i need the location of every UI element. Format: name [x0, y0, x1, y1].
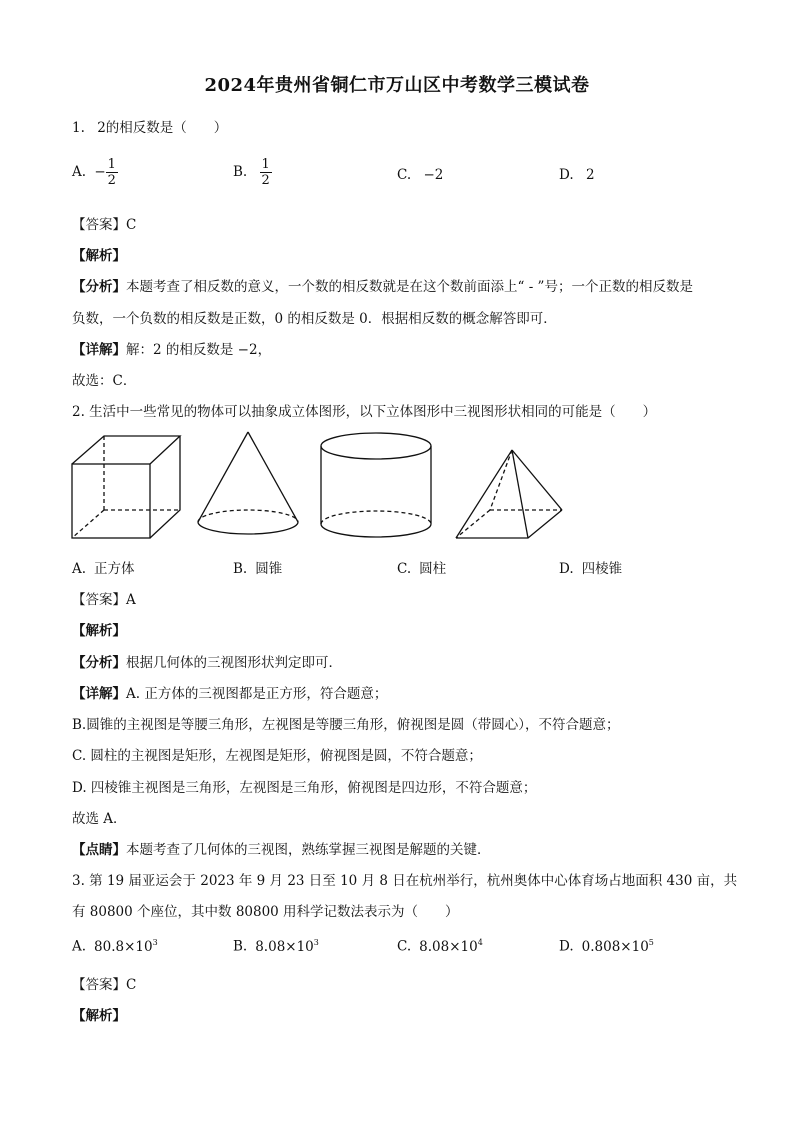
detail-1: [72, 338, 271, 358]
remark-2: [72, 838, 491, 858]
answer-1: 【答案】C: [72, 217, 137, 233]
pyramid-hidden-edges: [456, 450, 562, 538]
fraction: [260, 157, 272, 188]
label: 【分析】: [72, 655, 126, 671]
question-value: 2: [97, 120, 106, 136]
question-2-stem: 2. 生活中一些常见的物体可以抽象成立体图形，以下立体图形中三视图形状相同的可能是（ ）: [72, 404, 657, 420]
label: 【详解】: [72, 342, 126, 358]
option-letter: A.: [72, 938, 87, 955]
cylinder-top: [321, 433, 431, 459]
option-exponent: 5: [648, 938, 654, 947]
option-letter: A.: [72, 164, 87, 180]
option-text: −2: [423, 167, 444, 183]
option-text: 圆柱: [419, 561, 447, 577]
denominator: 2: [261, 173, 270, 188]
option-base: 80.8×10: [94, 938, 153, 955]
option-a: [72, 938, 158, 955]
option-a: [72, 557, 135, 577]
text: A. 正方体的三视图都是正方形，符合题意；: [126, 686, 388, 702]
option-b: [233, 557, 282, 577]
label: 【详解】: [72, 686, 126, 702]
analysis-1-line2: 负数，一个负数的相反数是正数，0 的相反数是 0．根据相反数的概念解答即可．: [72, 311, 557, 327]
option-exponent: 3: [313, 938, 319, 947]
pyramid-edge-1: [456, 450, 512, 538]
option-letter: C.: [397, 561, 412, 577]
analysis-heading-3: 【解析】: [72, 1008, 126, 1024]
option-b: [233, 157, 272, 188]
cube-figure: [68, 432, 186, 542]
label: 【点睛】: [72, 842, 126, 858]
cylinder-base-front: [321, 524, 431, 537]
analysis-1-line1: [72, 275, 693, 295]
conclusion-1: 故选：C．: [72, 373, 137, 389]
question-3-stem-line1: 3. 第 19 届亚运会于 2023 年 9 月 23 日至 10 月 8 日在杭州举行，杭州奥体中心体育场占地面积 430 亩，共: [72, 873, 738, 889]
cone-figure: [193, 428, 303, 543]
cube-top-edges: [72, 436, 180, 464]
question-number: 1.: [72, 120, 85, 136]
option-letter: D.: [559, 167, 574, 183]
option-exponent: 4: [477, 938, 483, 947]
text: 解：2 的相反数是 −2，: [126, 342, 272, 358]
answer-2: 【答案】A: [72, 592, 136, 608]
analysis-heading-2: 【解析】: [72, 623, 126, 639]
text: 本题考查了几何体的三视图，熟练掌握三视图是解题的关键．: [126, 842, 491, 858]
option-letter: C.: [397, 167, 412, 183]
option-c: [397, 557, 446, 577]
text: 根据几何体的三视图形状判定即可．: [126, 655, 342, 671]
option-d: [559, 938, 654, 955]
text: 本题考查了相反数的意义，一个数的相反数就是在这个数前面添上“ - ”号；一个正数的相反数是: [126, 279, 693, 295]
label: 【分析】: [72, 279, 126, 295]
cube-right-edges: [150, 436, 180, 538]
option-base: 8.08×10: [255, 938, 314, 955]
option-exponent: 3: [152, 938, 158, 947]
detail-2-line-d: D. 四棱锥主视图是三角形，左视图是三角形，俯视图是四边形，不符合题意；: [72, 780, 537, 796]
cube-front-face: [72, 464, 150, 538]
option-letter: B.: [233, 561, 248, 577]
analysis-heading-1: 【解析】: [72, 248, 126, 264]
question-3-stem-line2: 有 80800 个座位，其中数 80800 用科学记数法表示为（ ）: [72, 904, 459, 920]
cylinder-figure: [316, 428, 436, 543]
option-sign: −: [94, 164, 106, 180]
option-c: [397, 167, 443, 183]
page-title: 2024年贵州省铜仁市万山区中考数学三模试卷: [204, 75, 590, 96]
answer-3: 【答案】C: [72, 977, 137, 993]
option-text: 2: [585, 167, 595, 183]
cylinder-base-back: [321, 511, 431, 524]
question-text: 的相反数是（ ）: [105, 120, 228, 136]
option-d: [559, 167, 595, 183]
pyramid-edge-2: [512, 450, 528, 538]
option-b: [233, 938, 319, 955]
option-d: [559, 557, 622, 577]
option-letter: C.: [397, 938, 412, 955]
conclusion-2: 故选 A．: [72, 811, 127, 827]
option-a: [72, 157, 118, 188]
option-text: 圆锥: [255, 561, 283, 577]
detail-2-line-c: C. 圆柱的主视图是矩形，左视图是矩形，俯视图是圆，不符合题意；: [72, 748, 482, 764]
numerator: 1: [107, 157, 116, 172]
option-letter: B.: [233, 938, 248, 955]
detail-2: [72, 682, 387, 702]
analysis-2: [72, 651, 342, 671]
option-base: 0.808×10: [581, 938, 649, 955]
pyramid-figure: [452, 446, 567, 544]
option-letter: D.: [559, 561, 574, 577]
fraction: [106, 157, 118, 188]
pyramid-edge-3: [512, 450, 562, 510]
detail-2-line-b: B.圆锥的主视图是等腰三角形，左视图是等腰三角形，俯视图是圆（带圆心），不符合题意；: [72, 717, 620, 733]
cone-base-back: [198, 510, 298, 522]
option-letter: A.: [72, 561, 87, 577]
question-1-stem: [72, 116, 227, 136]
option-letter: B.: [233, 164, 248, 180]
cone-base-front: [198, 522, 298, 534]
cone-right-edge: [248, 432, 298, 522]
cone-left-edge: [198, 432, 248, 522]
option-c: [397, 938, 483, 955]
option-base: 8.08×10: [419, 938, 478, 955]
option-letter: D.: [559, 938, 574, 955]
option-text: 正方体: [94, 561, 135, 577]
numerator: 1: [261, 157, 270, 172]
denominator: 2: [107, 173, 116, 188]
option-text: 四棱锥: [581, 561, 623, 577]
